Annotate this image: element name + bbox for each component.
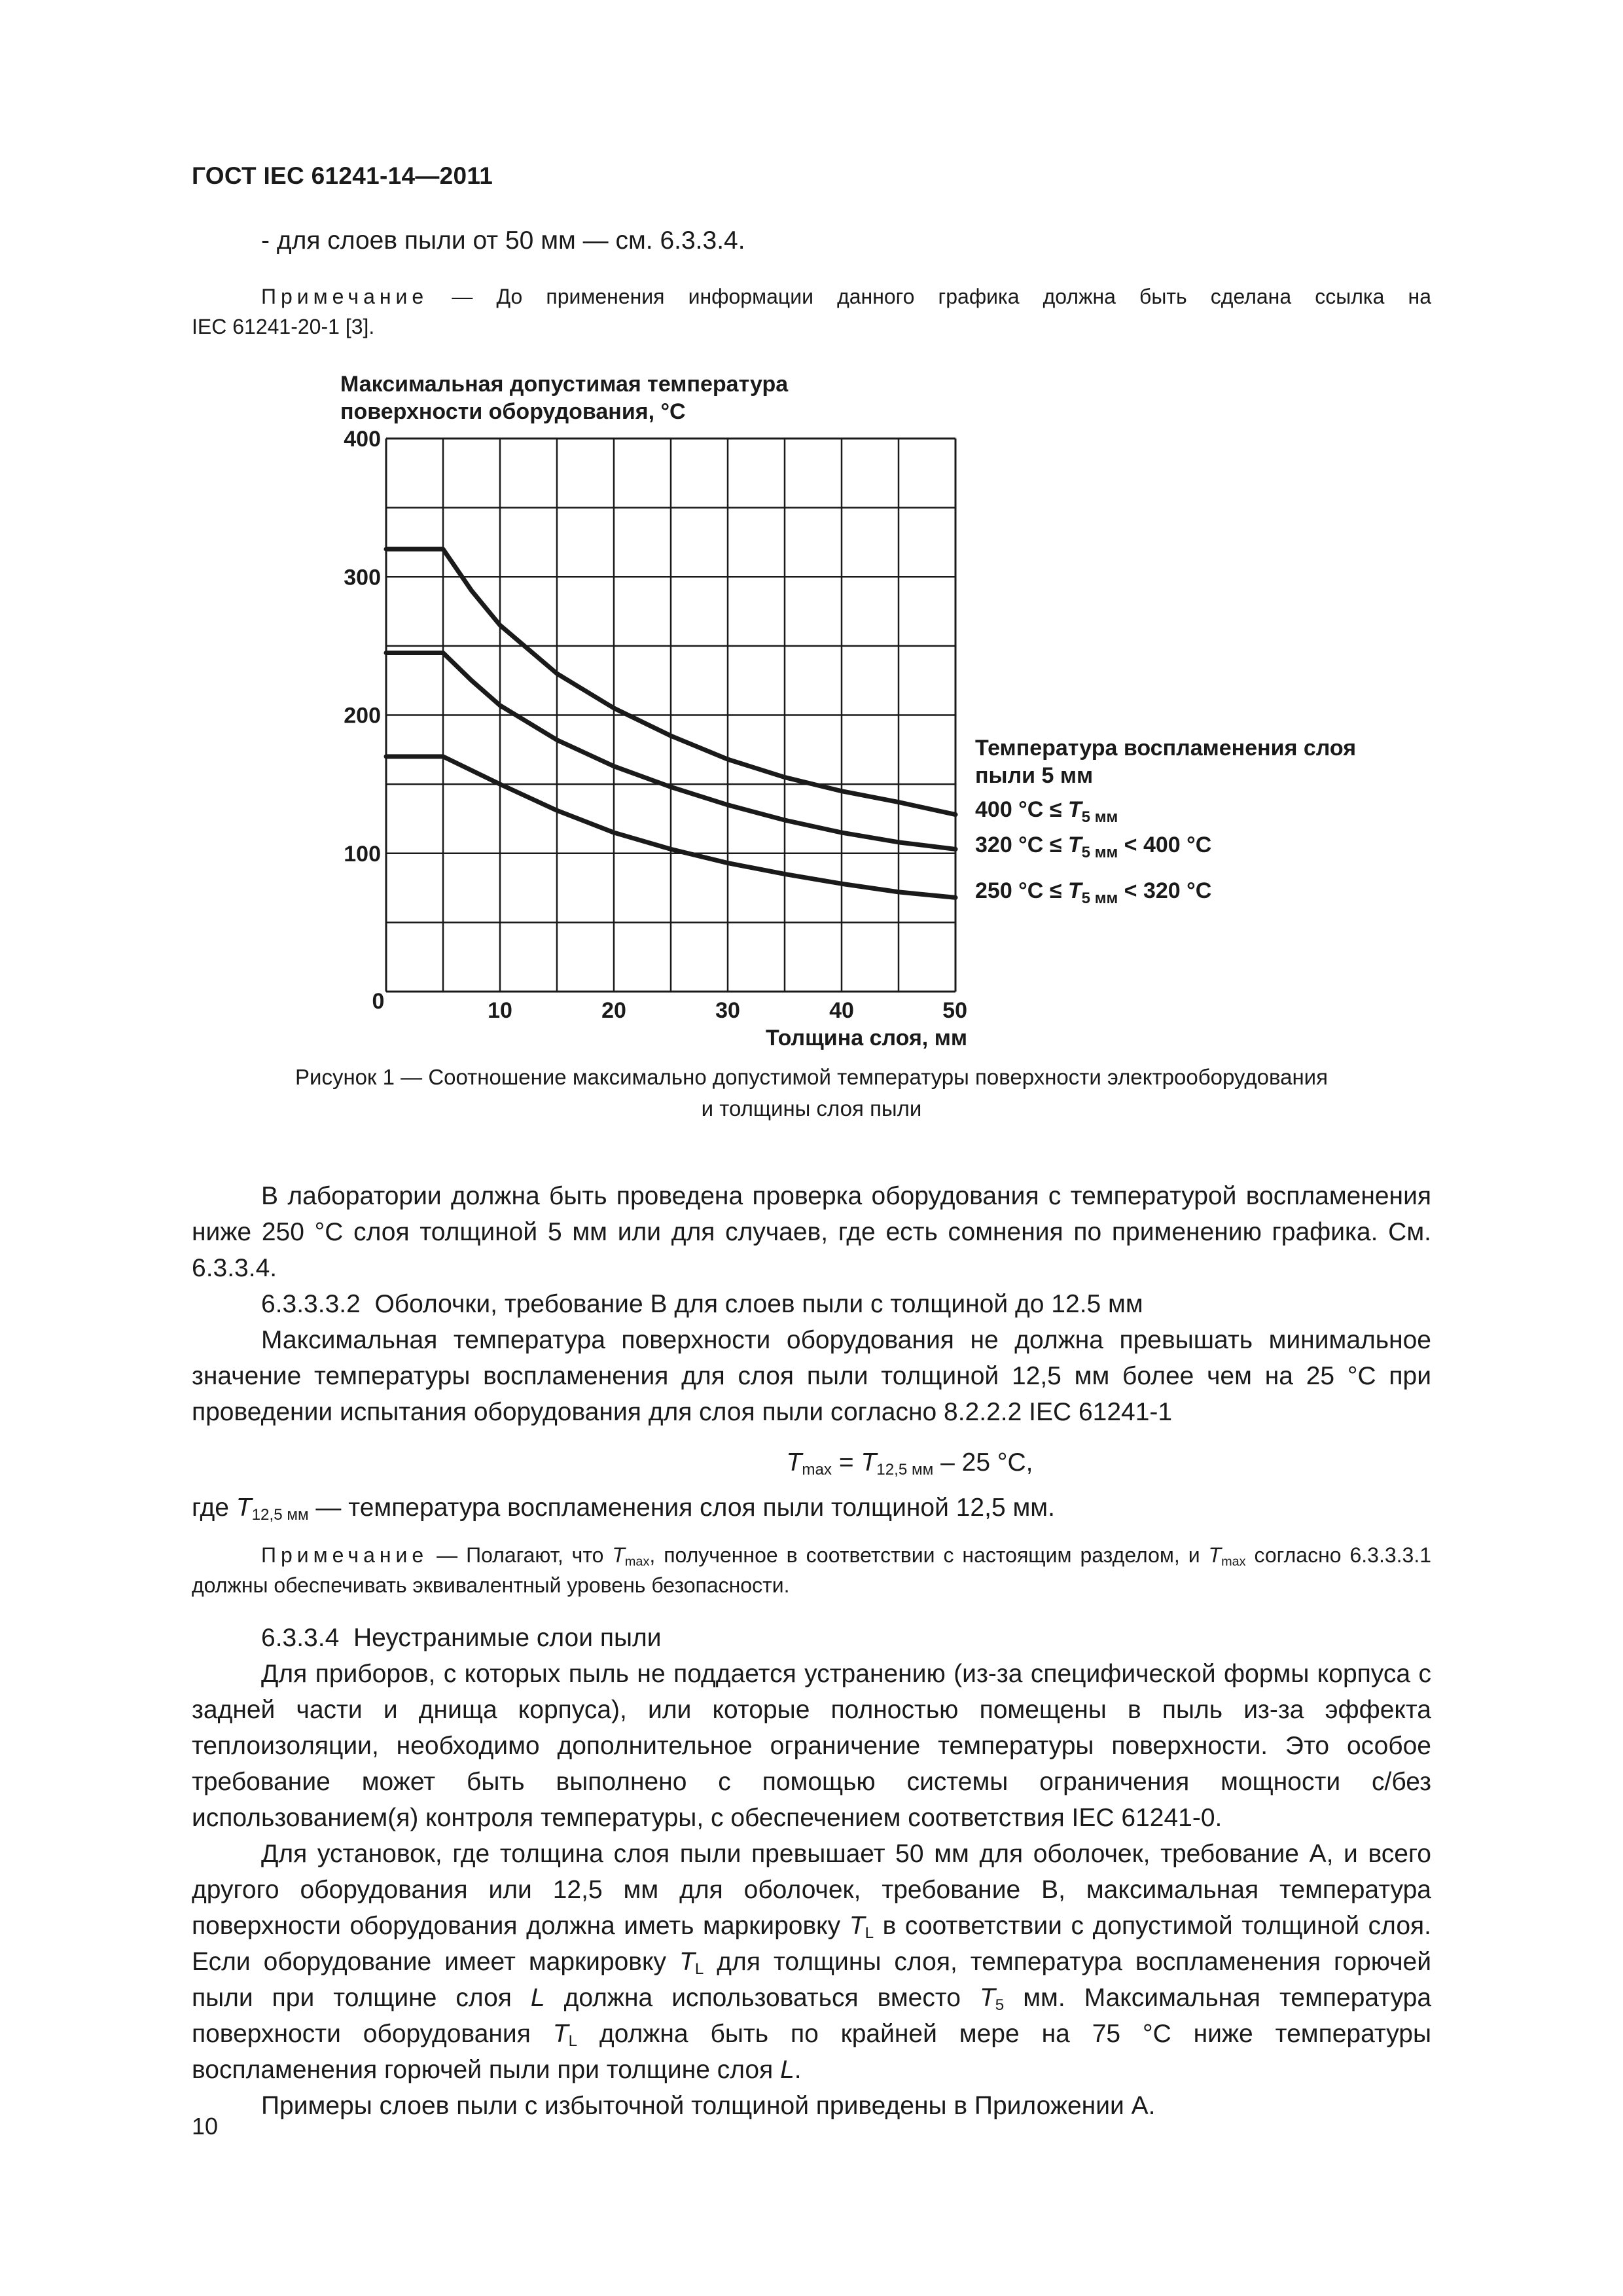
x-axis-label: Толщина слоя, мм [765,1026,967,1050]
body-section [192,1178,1431,2124]
y-tick-label: 400 [344,427,381,452]
where-line: где $T_{12,5 мм}$ — температура воспламенения слоя пыли толщиной 12,5 мм. [192,1494,1055,1524]
x-tick-label: 0 [372,989,385,1014]
x-tick-label: 30 [715,998,740,1023]
page-number: 10 [192,2113,219,2140]
paragraph-lab-check: В лаборатории должна быть проведена проверка оборудования с температурой воспламенения ниже 250 °С слоя толщиной 5 мм или для случаев, где есть сомнения по применению графика. См. 6.3.3.4. [192,1182,1431,1282]
y-tick-label: 200 [344,703,381,728]
x-tick-label: 40 [829,998,854,1023]
formula: $T_{max} = T_{12,5 мм} - 25$ °С, [786,1448,1033,1479]
legend-title: пыли 5 мм [975,763,1094,788]
note-1: Примечание — До применения информации данного графика должна быть сделана ссылка на IEC 61241-20-1 [3]. [192,285,1432,338]
chart-legend [975,736,1356,907]
x-tick-label: 10 [488,998,512,1023]
chart-grid [386,439,955,992]
paragraph-examples: Примеры слоев пыли с избыточной толщиной приведены в Приложении А. [261,2092,1156,2120]
legend-entry: 400 $^\circ С \le T_{5 мм}$ [975,797,1118,826]
figure-1-chart [0,0,1623,1086]
paragraph-max-temp: Максимальная температура поверхности оборудования не должна превышать минимальное значение температуры воспламенения для слоя пыли толщиной 12,5 мм более чем на 25 °С при проведении испытания оборудования для слоя пыли согласно 8.2.2.2 IEC 61241-1 [192,1326,1431,1426]
legend-entry: 320 $^\circ С \le T_{5 мм} < 400$ °С [975,833,1212,861]
legend-title: Температура воспламенения слоя [975,736,1357,761]
y-tick-label: 300 [344,565,381,590]
paragraph-tl-marking: Для установок, где толщина слоя пыли превышает 50 мм для оболочек, требование А, и всего другого оборудования или 12,5 мм для оболочек, требование В, максимальная температура поверхности оборудования должна иметь маркировку $T_L$ в соответствии с допустимой толщиной слоя. Если оборудование имеет маркировку $T_L$ для толщины слоя, температура воспламенения горючей пыли при толщине слоя L должна использоваться вместо $T_5$ мм. Максимальная температура поверхности оборудования $T_L$ должна быть по крайней мере на 75 °С ниже температуры воспламенения горючей пыли при толщине слоя L. [192,1840,1432,2084]
standard-header: ГОСТ IEC 61241-14—2011 [192,162,493,189]
x-tick-label: 20 [601,998,626,1023]
section-6-3-3-3-2-heading: 6.3.3.3.2 Оболочки, требование В для слоев пыли с толщиной до 12.5 мм [261,1290,1143,1318]
figure-caption: Рисунок 1 — Соотношение максимально допустимой температуры поверхности электрооборудования и толщины слоя пыли [295,1065,1328,1121]
paragraph-non-removable-dust: Для приборов, с которых пыль не поддается устранению (из-за специфической формы корпуса с задней части и днища корпуса), или которые полностью помещены в пыль из-за эффекта теплоизоляции, необходимо дополнительное ограничение температуры поверхности. Это особое требование может быть выполнено с помощью системы ограничения мощности с/без использованием(я) контроля температуры, с обеспечением соответствия IEC 61241-0. [192,1660,1431,1832]
y-axis-label: Максимальная допустимая температура [340,372,789,397]
x-tick-label: 50 [942,998,967,1023]
axis-labels [340,372,967,1050]
legend-entry: 250 $^\circ С \le T_{5 мм} < 320$ °С [975,878,1212,907]
y-axis-label: поверхности оборудования, °С [340,399,686,424]
intro-line: - для слоев пыли от 50 мм — см. 6.3.3.4. [261,226,745,255]
y-tick-label: 100 [344,841,381,867]
note-2: Примечание — Полагают, что $T_{max}$, полученное в соответствии с настоящим разделом, и $T_{max}$ согласно 6.3.3.3.1 должны обеспечивать эквивалентный уровень безопасности. [192,1543,1432,1597]
note-label: Примечание [261,285,429,308]
section-6-3-3-4-heading: 6.3.3.4 Неустранимые слои пыли [261,1624,662,1652]
